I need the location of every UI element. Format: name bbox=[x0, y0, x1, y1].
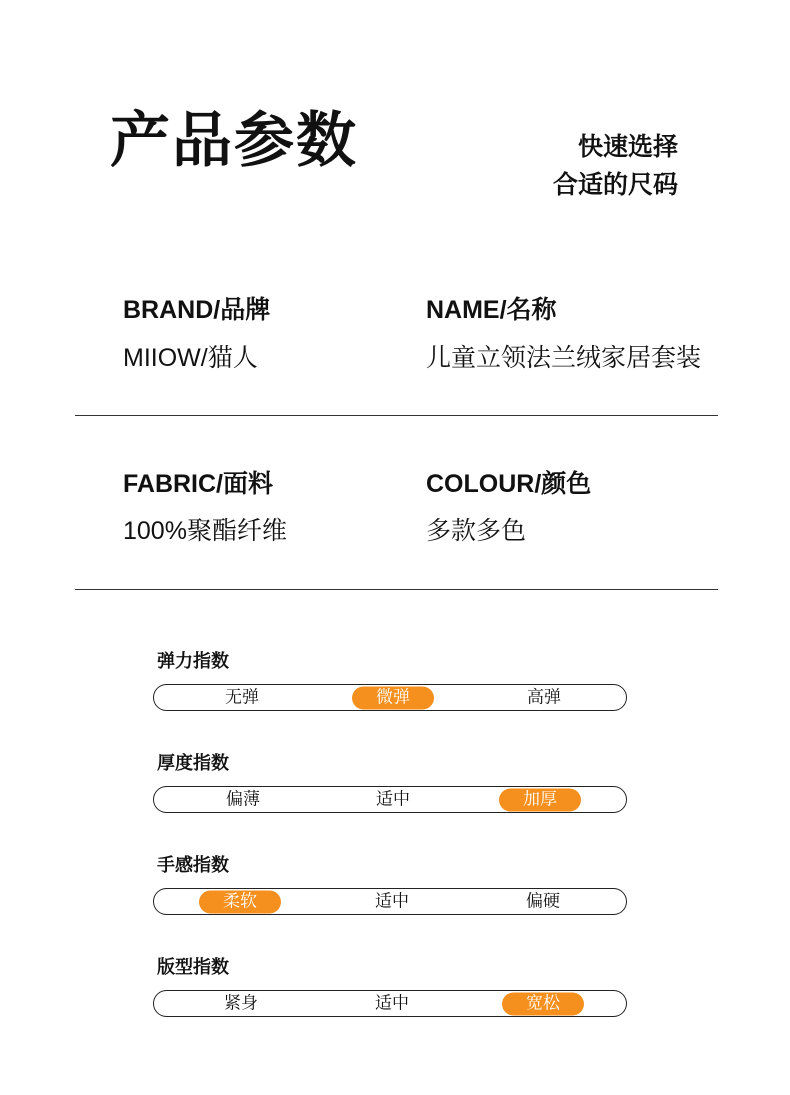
hand-feel-scale bbox=[153, 888, 627, 915]
scale-option-slight-stretch: 微弹 bbox=[352, 686, 434, 709]
thickness-scale bbox=[153, 786, 627, 813]
scale-option-high-stretch: 高弹 bbox=[527, 687, 561, 707]
fit-scale bbox=[153, 990, 627, 1017]
elasticity-index-title: 弹力指数 bbox=[157, 651, 229, 672]
subtitle-line-2: 合适的尺码 bbox=[552, 170, 678, 199]
scale-option-thin: 偏薄 bbox=[226, 789, 260, 809]
brand-value: MIIOW/猫人 bbox=[123, 344, 258, 372]
colour-value: 多款多色 bbox=[426, 517, 527, 545]
divider-top bbox=[75, 415, 718, 416]
name-value: 儿童立领法兰绒家居套装 bbox=[426, 344, 702, 372]
thickness-index-title: 厚度指数 bbox=[157, 753, 229, 774]
size-guide-subtitle bbox=[553, 128, 678, 204]
elasticity-scale bbox=[153, 684, 627, 711]
scale-option-soft: 柔软 bbox=[199, 890, 281, 913]
scale-option-medium: 适中 bbox=[375, 993, 409, 1013]
colour-label: COLOUR/颜色 bbox=[426, 470, 592, 498]
scale-option-thick: 加厚 bbox=[499, 788, 581, 811]
fabric-label: FABRIC/面料 bbox=[123, 470, 274, 498]
scale-option-slim: 紧身 bbox=[224, 993, 258, 1013]
subtitle-line-1: 快速选择 bbox=[577, 132, 678, 161]
hand-feel-index-title: 手感指数 bbox=[157, 855, 229, 876]
scale-option-medium: 适中 bbox=[376, 789, 410, 809]
fit-index-title: 版型指数 bbox=[157, 957, 229, 978]
scale-option-medium: 适中 bbox=[375, 891, 409, 911]
scale-option-firm: 偏硬 bbox=[526, 891, 560, 911]
scale-option-loose: 宽松 bbox=[502, 992, 584, 1015]
page-title: 产品参数 bbox=[110, 106, 358, 176]
divider-bottom bbox=[75, 589, 718, 590]
brand-label: BRAND/品牌 bbox=[123, 296, 271, 324]
name-label: NAME/名称 bbox=[426, 296, 557, 324]
scale-option-no-stretch: 无弹 bbox=[225, 687, 259, 707]
fabric-value: 100%聚酯纤维 bbox=[123, 517, 287, 545]
